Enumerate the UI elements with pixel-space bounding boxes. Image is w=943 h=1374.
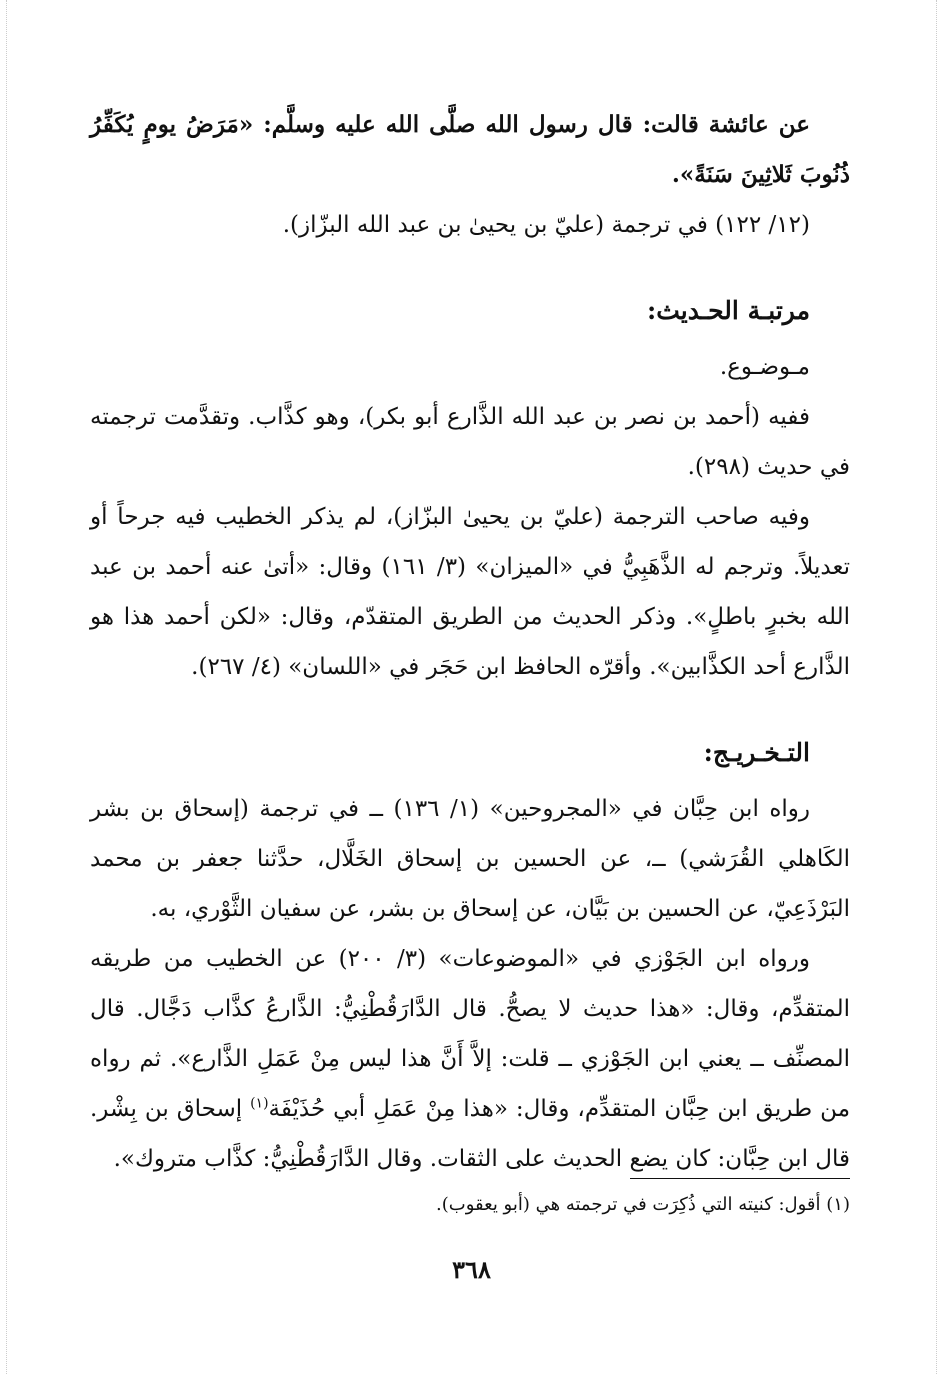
footnote-marker: (١) [250,1095,269,1112]
takhrij-paragraph-2 [90,934,850,1184]
page-number: ٣٦٨ [452,1255,491,1284]
heading-hadith-rank: مرتبـة الحـديث: [646,296,810,325]
scan-margin-line-left [6,0,7,1374]
spacer [90,692,850,710]
rank-paragraph-1: ففيه (أحمد بن نصر بن عبد الله الذَّارع أبو بكر)، وهو كذَّاب. وتقدَّمت ترجمته في حديث (٢٩٨). [90,404,850,480]
heading-takhrij: التـخـريـج: [703,738,810,767]
footnote-separator [630,1178,850,1179]
footnote: (١) أقول: كنيته التي ذُكِرَت في ترجمته هي (أبو يعقوب). [436,1194,850,1215]
rank-paragraph-2: وفيه صاحب الترجمة (عليّ بن يحيىٰ البزّاز)، لم يذكر الخطيب فيه جرحاً أو تعديلاً. وترجم له الذَّهَبِيُّ في «الميزان» (٣/ ١٦١) وقال: «أتىٰ عنه أحمد بن عبد الله بخبرٍ باطلٍ». وذكر الحديث من الطريق المتقدّم، وقال: «لكن أحمد هذا هو الذَّارع أحد الكذَّابين». وأقرّه الحافظ ابن حَجَر في «اللسان» (٤/ ٢٦٧). [90,504,850,680]
rank-verdict: مـوضـوع. [719,354,810,380]
takhrij-paragraph-1: رواه ابن حِبَّان في «المجروحين» (١/ ١٣٦) ــ في ترجمة (إسحاق بن بشر الكَاهلي القُرَشي) ــ، عن الحسين بن إسحاق الخَلَّال، حدَّثنا جعفر بن محمد البَرْذَعِيّ، عن الحسين بن بَيَّان، عن إسحاق بن بشر، عن سفيان الثَّوْري، به. [90,796,850,922]
page-body [90,100,850,1184]
hadith-text: عن عائشة قالت: قال رسول الله صلَّى الله عليه وسلَّم: «مَرَضُ يومٍ يُكَفِّرُ ذُنُوبَ ثَلاثِينَ سَنَةً». [90,111,850,188]
spacer [90,250,850,268]
takhrij-paragraph-2-part-2: إسحاق بن بِشْر. قال ابن حِبَّان: كان يضع الحديث على الثقات. وقال الدَّارَقُطْنِيُّ: كذَّاب متروك». [90,1096,850,1172]
scan-margin-line-right [936,0,937,1374]
takhrij-paragraph-2-part-1: ورواه ابن الجَوْزي في «الموضوعات» (٣/ ٢٠٠) عن الخطيب من طريقه المتقدِّم، وقال: «هذا حديث لا يصحُّ. قال الدَّارَقُطْنِيُّ: الذَّارعُ كذَّاب دَجَّال. قال المصنِّف ــ يعني ابن الجَوْزي ــ قلت: إلاَّ أَنَّ هذا ليس مِنْ عَمَلِ الذَّارع». ثم رواه من طريق ابن حِبَّان المتقدِّم، وقال: «هذا مِنْ عَمَلِ أبي حُذَيْفَة [90,946,851,1122]
source-reference: (١٢/ ١٢٢) في ترجمة (عليّ بن يحيىٰ بن عبد الله البزّاز). [282,212,810,238]
